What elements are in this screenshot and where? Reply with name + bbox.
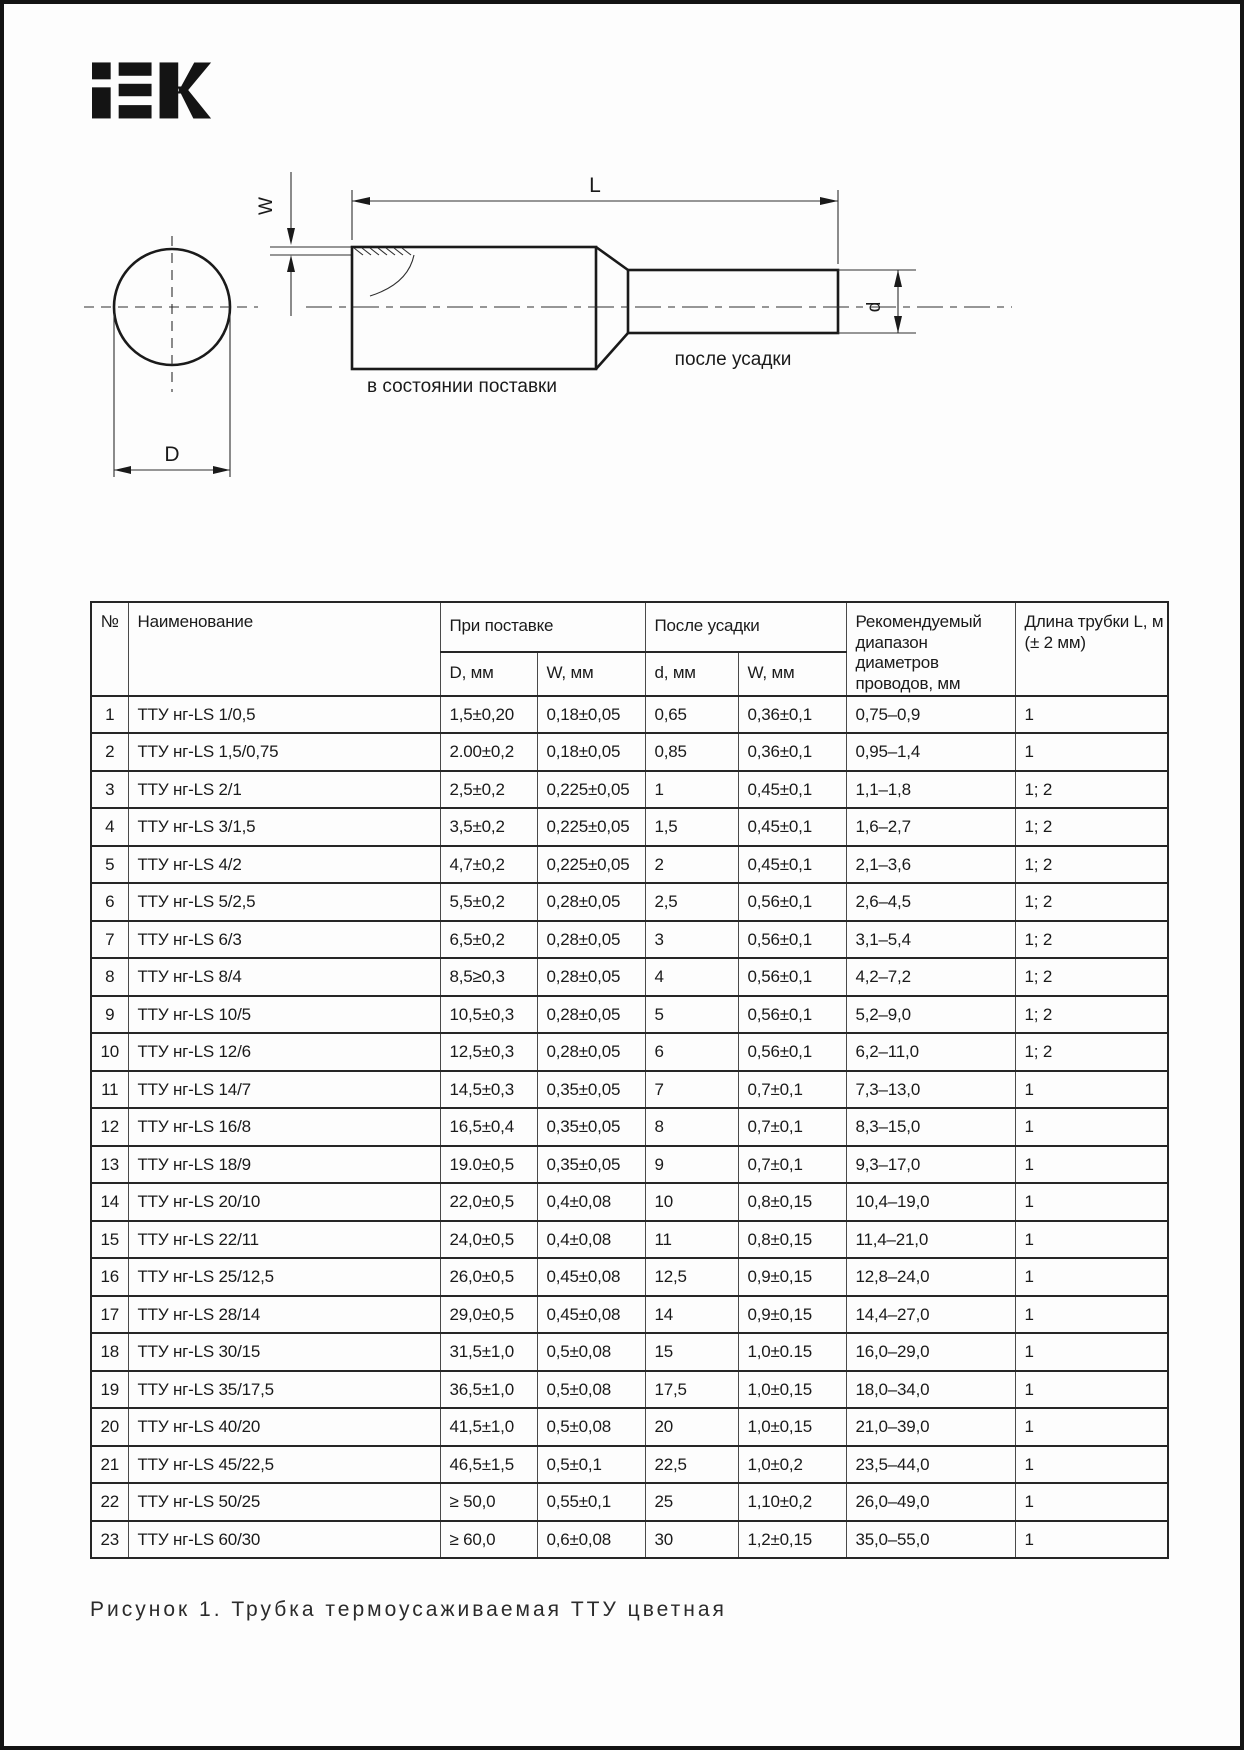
table-cell: 23 <box>91 1521 128 1559</box>
header-W-mm-delivery: W, мм <box>537 652 645 696</box>
table-cell: 18 <box>91 1333 128 1371</box>
table-cell: 0,35±0,05 <box>537 1071 645 1109</box>
table-cell: 16,5±0,4 <box>440 1108 537 1146</box>
dimension-label-L: L <box>589 174 601 197</box>
table-cell: ТТУ нг-LS 1,5/0,75 <box>128 733 440 771</box>
header-num: № <box>91 602 128 696</box>
table-cell: 36,5±1,0 <box>440 1371 537 1409</box>
header-at-delivery: При поставке <box>440 602 645 652</box>
table-cell: ТТУ нг-LS 3/1,5 <box>128 808 440 846</box>
table-cell: 8 <box>91 958 128 996</box>
table-cell: 1; 2 <box>1015 1033 1168 1071</box>
table-cell: 0,6±0,08 <box>537 1521 645 1559</box>
table-cell: 1 <box>645 771 738 809</box>
table-row <box>91 1108 1168 1146</box>
table-cell: 13 <box>91 1146 128 1184</box>
table-cell: 0,28±0,05 <box>537 921 645 959</box>
table-row <box>91 696 1168 734</box>
table-cell: 0,5±0,08 <box>537 1408 645 1446</box>
table-cell: 1,5 <box>645 808 738 846</box>
table-cell: 5,5±0,2 <box>440 883 537 921</box>
table-cell: 1 <box>1015 1258 1168 1296</box>
arrowhead-icon <box>894 316 902 333</box>
arrowhead-icon <box>352 197 370 205</box>
table-cell: 6,2–11,0 <box>846 1033 1015 1071</box>
table-row <box>91 921 1168 959</box>
wall-cut-curve <box>370 255 414 296</box>
table-cell: ТТУ нг-LS 60/30 <box>128 1521 440 1559</box>
supply-state-caption: в состоянии поставки <box>367 376 557 397</box>
wall-hatching <box>354 248 411 255</box>
dimension-label-d: d <box>864 301 885 313</box>
table-cell: 0,5±0,1 <box>537 1446 645 1484</box>
table-row <box>91 996 1168 1034</box>
table-cell: 0,56±0,1 <box>738 958 846 996</box>
arrowhead-icon <box>287 255 295 272</box>
table-cell: 9,3–17,0 <box>846 1146 1015 1184</box>
table-cell: 22,5 <box>645 1446 738 1484</box>
table-cell: 26,0–49,0 <box>846 1483 1015 1521</box>
table-row <box>91 1296 1168 1334</box>
table-cell: 1; 2 <box>1015 921 1168 959</box>
table-cell: 3 <box>645 921 738 959</box>
table-cell: 5 <box>645 996 738 1034</box>
table-cell: 0,5±0,08 <box>537 1371 645 1409</box>
table-cell: 20 <box>91 1408 128 1446</box>
table-cell: 1,1–1,8 <box>846 771 1015 809</box>
taper-line <box>596 247 628 270</box>
table-cell: 1 <box>1015 1483 1168 1521</box>
table-cell: ТТУ нг-LS 2/1 <box>128 771 440 809</box>
table-row <box>91 1221 1168 1259</box>
table-cell: 0,8±0,15 <box>738 1183 846 1221</box>
table-cell: 1 <box>1015 1071 1168 1109</box>
table-cell: 1 <box>1015 1371 1168 1409</box>
table-cell: 22,0±0,5 <box>440 1183 537 1221</box>
table-cell: 0,5±0,08 <box>537 1333 645 1371</box>
table-cell: 2.00±0,2 <box>440 733 537 771</box>
dimension-label-W: W <box>256 197 277 215</box>
table-row <box>91 1183 1168 1221</box>
table-cell: 19 <box>91 1371 128 1409</box>
header-length: Длина трубки L, м (± 2 мм) <box>1015 602 1168 696</box>
arrowhead-icon <box>820 197 838 205</box>
spec-table-body <box>91 696 1168 1559</box>
table-cell: 31,5±1,0 <box>440 1333 537 1371</box>
table-cell: 1 <box>1015 1183 1168 1221</box>
table-cell: 6 <box>645 1033 738 1071</box>
iek-logo-icon <box>92 58 212 122</box>
table-cell: 0,65 <box>645 696 738 734</box>
table-cell: 2,5±0,2 <box>440 771 537 809</box>
table-cell: 14,5±0,3 <box>440 1071 537 1109</box>
table-cell: 17,5 <box>645 1371 738 1409</box>
table-cell: 4 <box>645 958 738 996</box>
table-cell: 16,0–29,0 <box>846 1333 1015 1371</box>
table-cell: 6 <box>91 883 128 921</box>
header-W-mm-shrink: W, мм <box>738 652 846 696</box>
table-cell: 1,6–2,7 <box>846 808 1015 846</box>
table-cell: 2,6–4,5 <box>846 883 1015 921</box>
table-cell: 1 <box>1015 1333 1168 1371</box>
table-cell: ТТУ нг-LS 10/5 <box>128 996 440 1034</box>
table-cell: 6,5±0,2 <box>440 921 537 959</box>
table-cell: 1; 2 <box>1015 808 1168 846</box>
table-row <box>91 1371 1168 1409</box>
table-cell: 10,4–19,0 <box>846 1183 1015 1221</box>
table-cell: 14 <box>645 1296 738 1334</box>
table-cell: 4 <box>91 808 128 846</box>
table-cell: 15 <box>645 1333 738 1371</box>
table-cell: ТТУ нг-LS 40/20 <box>128 1408 440 1446</box>
figure-caption: Рисунок 1. Трубка термоусаживаемая ТТУ цветная <box>90 1598 727 1621</box>
table-cell: 1; 2 <box>1015 771 1168 809</box>
table-cell: 0,9±0,15 <box>738 1296 846 1334</box>
table-cell: ТТУ нг-LS 18/9 <box>128 1146 440 1184</box>
table-cell: 0,45±0,08 <box>537 1258 645 1296</box>
table-cell: 12,5 <box>645 1258 738 1296</box>
table-cell: 20 <box>645 1408 738 1446</box>
table-cell: 8,3–15,0 <box>846 1108 1015 1146</box>
table-cell: 0,45±0,1 <box>738 771 846 809</box>
table-cell: 24,0±0,5 <box>440 1221 537 1259</box>
table-cell: 0,95–1,4 <box>846 733 1015 771</box>
table-cell: 11,4–21,0 <box>846 1221 1015 1259</box>
table-cell: 0,9±0,15 <box>738 1258 846 1296</box>
table-cell: 1,2±0,15 <box>738 1521 846 1559</box>
table-cell: 1 <box>1015 1521 1168 1559</box>
table-cell: ТТУ нг-LS 50/25 <box>128 1483 440 1521</box>
table-cell: ТТУ нг-LS 28/14 <box>128 1296 440 1334</box>
table-row <box>91 883 1168 921</box>
table-cell: 3,1–5,4 <box>846 921 1015 959</box>
table-cell: 3 <box>91 771 128 809</box>
table-cell: 0,8±0,15 <box>738 1221 846 1259</box>
table-cell: 29,0±0,5 <box>440 1296 537 1334</box>
technical-drawing <box>4 144 1244 514</box>
table-cell: 0,35±0,05 <box>537 1146 645 1184</box>
table-cell: ТТУ нг-LS 5/2,5 <box>128 883 440 921</box>
table-cell: 7,3–13,0 <box>846 1071 1015 1109</box>
table-cell: ТТУ нг-LS 16/8 <box>128 1108 440 1146</box>
table-cell: 7 <box>91 921 128 959</box>
table-cell: 1; 2 <box>1015 996 1168 1034</box>
table-cell: 11 <box>91 1071 128 1109</box>
table-row <box>91 1258 1168 1296</box>
table-cell: 0,18±0,05 <box>537 733 645 771</box>
table-cell: 21,0–39,0 <box>846 1408 1015 1446</box>
table-row <box>91 1521 1168 1559</box>
table-cell: ТТУ нг-LS 22/11 <box>128 1221 440 1259</box>
spec-table <box>90 601 1169 1559</box>
table-cell: ≥ 50,0 <box>440 1483 537 1521</box>
header-name: Наименование <box>128 602 440 696</box>
table-cell: 16 <box>91 1258 128 1296</box>
table-cell: 0,45±0,1 <box>738 846 846 884</box>
table-cell: 0,7±0,1 <box>738 1071 846 1109</box>
table-row <box>91 771 1168 809</box>
table-cell: 18,0–34,0 <box>846 1371 1015 1409</box>
arrowhead-icon <box>114 466 131 474</box>
table-cell: 1 <box>91 696 128 734</box>
table-cell: 1 <box>1015 696 1168 734</box>
table-cell: 2 <box>91 733 128 771</box>
arrowhead-icon <box>894 270 902 287</box>
table-cell: 46,5±1,5 <box>440 1446 537 1484</box>
table-cell: 1 <box>1015 1108 1168 1146</box>
table-cell: 0,75–0,9 <box>846 696 1015 734</box>
table-cell: 0,56±0,1 <box>738 883 846 921</box>
table-row <box>91 733 1168 771</box>
table-cell: 1,10±0,2 <box>738 1483 846 1521</box>
dimension-label-D: D <box>164 443 180 466</box>
table-cell: 0,225±0,05 <box>537 771 645 809</box>
table-cell: 11 <box>645 1221 738 1259</box>
table-cell: 0,28±0,05 <box>537 996 645 1034</box>
table-cell: 0,35±0,05 <box>537 1108 645 1146</box>
table-cell: 0,56±0,1 <box>738 996 846 1034</box>
taper-line <box>596 333 628 369</box>
table-cell: 0,28±0,05 <box>537 958 645 996</box>
table-cell: 5,2–9,0 <box>846 996 1015 1034</box>
arrowhead-icon <box>287 228 295 245</box>
table-cell: 41,5±1,0 <box>440 1408 537 1446</box>
table-cell: ТТУ нг-LS 25/12,5 <box>128 1258 440 1296</box>
table-cell: 19.0±0,5 <box>440 1146 537 1184</box>
table-cell: 0,7±0,1 <box>738 1108 846 1146</box>
table-row <box>91 1408 1168 1446</box>
table-cell: ТТУ нг-LS 20/10 <box>128 1183 440 1221</box>
table-cell: 1; 2 <box>1015 846 1168 884</box>
table-cell: 2,5 <box>645 883 738 921</box>
table-cell: 9 <box>645 1146 738 1184</box>
table-cell: 12,8–24,0 <box>846 1258 1015 1296</box>
table-cell: 8 <box>645 1108 738 1146</box>
table-cell: 0,225±0,05 <box>537 846 645 884</box>
table-cell: 17 <box>91 1296 128 1334</box>
table-cell: 0,18±0,05 <box>537 696 645 734</box>
table-cell: 21 <box>91 1446 128 1484</box>
table-cell: 12,5±0,3 <box>440 1033 537 1071</box>
table-cell: 10 <box>91 1033 128 1071</box>
table-cell: 0,85 <box>645 733 738 771</box>
table-row <box>91 1446 1168 1484</box>
header-range: Рекомендуемый диапазон диаметров проводов, мм <box>846 602 1015 696</box>
table-cell: 1 <box>1015 1221 1168 1259</box>
table-cell: 1 <box>1015 733 1168 771</box>
table-cell: 7 <box>645 1071 738 1109</box>
table-cell: ТТУ нг-LS 1/0,5 <box>128 696 440 734</box>
table-cell: 14,4–27,0 <box>846 1296 1015 1334</box>
table-cell: 2 <box>645 846 738 884</box>
table-cell: 0,45±0,08 <box>537 1296 645 1334</box>
table-cell: 1 <box>1015 1408 1168 1446</box>
table-cell: 5 <box>91 846 128 884</box>
table-cell: 1; 2 <box>1015 883 1168 921</box>
table-row <box>91 1033 1168 1071</box>
table-cell: 1,5±0,20 <box>440 696 537 734</box>
table-row <box>91 1071 1168 1109</box>
table-cell: 0,7±0,1 <box>738 1146 846 1184</box>
table-cell: 4,2–7,2 <box>846 958 1015 996</box>
table-cell: 4,7±0,2 <box>440 846 537 884</box>
table-cell: 0,4±0,08 <box>537 1221 645 1259</box>
table-cell: ТТУ нг-LS 6/3 <box>128 921 440 959</box>
table-cell: 0,36±0,1 <box>738 696 846 734</box>
table-cell: 1; 2 <box>1015 958 1168 996</box>
table-cell: 25 <box>645 1483 738 1521</box>
table-cell: ТТУ нг-LS 45/22,5 <box>128 1446 440 1484</box>
table-cell: 14 <box>91 1183 128 1221</box>
table-cell: 3,5±0,2 <box>440 808 537 846</box>
table-cell: 0,225±0,05 <box>537 808 645 846</box>
header-d-mm: d, мм <box>645 652 738 696</box>
table-cell: 8,5≥0,3 <box>440 958 537 996</box>
table-cell: 1,0±0,15 <box>738 1371 846 1409</box>
table-cell: 0,56±0,1 <box>738 1033 846 1071</box>
table-cell: 9 <box>91 996 128 1034</box>
table-row <box>91 958 1168 996</box>
table-cell: 15 <box>91 1221 128 1259</box>
table-cell: 0,36±0,1 <box>738 733 846 771</box>
arrowhead-icon <box>213 466 230 474</box>
table-cell: ТТУ нг-LS 35/17,5 <box>128 1371 440 1409</box>
table-cell: 0,28±0,05 <box>537 1033 645 1071</box>
tube-shrunk-outline <box>628 270 838 333</box>
header-after-shrink: После усадки <box>645 602 846 652</box>
table-cell: ТТУ нг-LS 30/15 <box>128 1333 440 1371</box>
table-cell: 30 <box>645 1521 738 1559</box>
table-cell: 23,5–44,0 <box>846 1446 1015 1484</box>
table-row <box>91 1146 1168 1184</box>
table-cell: 0,56±0,1 <box>738 921 846 959</box>
table-cell: ТТУ нг-LS 12/6 <box>128 1033 440 1071</box>
table-cell: ≥ 60,0 <box>440 1521 537 1559</box>
table-cell: 1,0±0,15 <box>738 1408 846 1446</box>
shrunk-state-caption: после усадки <box>674 349 792 370</box>
table-row <box>91 846 1168 884</box>
table-cell: 0,45±0,1 <box>738 808 846 846</box>
table-cell: 10,5±0,3 <box>440 996 537 1034</box>
table-cell: 0,55±0,1 <box>537 1483 645 1521</box>
table-cell: ТТУ нг-LS 8/4 <box>128 958 440 996</box>
table-cell: 1 <box>1015 1296 1168 1334</box>
table-row <box>91 1483 1168 1521</box>
table-cell: 1,0±0,2 <box>738 1446 846 1484</box>
header-D-mm: D, мм <box>440 652 537 696</box>
tube-supply-outline <box>352 247 596 369</box>
table-cell: 12 <box>91 1108 128 1146</box>
table-row <box>91 1333 1168 1371</box>
table-cell: 10 <box>645 1183 738 1221</box>
table-cell: 26,0±0,5 <box>440 1258 537 1296</box>
table-cell: ТТУ нг-LS 4/2 <box>128 846 440 884</box>
table-cell: 0,28±0,05 <box>537 883 645 921</box>
table-cell: 1 <box>1015 1446 1168 1484</box>
table-cell: 1 <box>1015 1146 1168 1184</box>
table-row <box>91 808 1168 846</box>
table-cell: 22 <box>91 1483 128 1521</box>
table-cell: ТТУ нг-LS 14/7 <box>128 1071 440 1109</box>
table-cell: 0,4±0,08 <box>537 1183 645 1221</box>
table-cell: 1,0±0.15 <box>738 1333 846 1371</box>
table-cell: 35,0–55,0 <box>846 1521 1015 1559</box>
table-cell: 2,1–3,6 <box>846 846 1015 884</box>
